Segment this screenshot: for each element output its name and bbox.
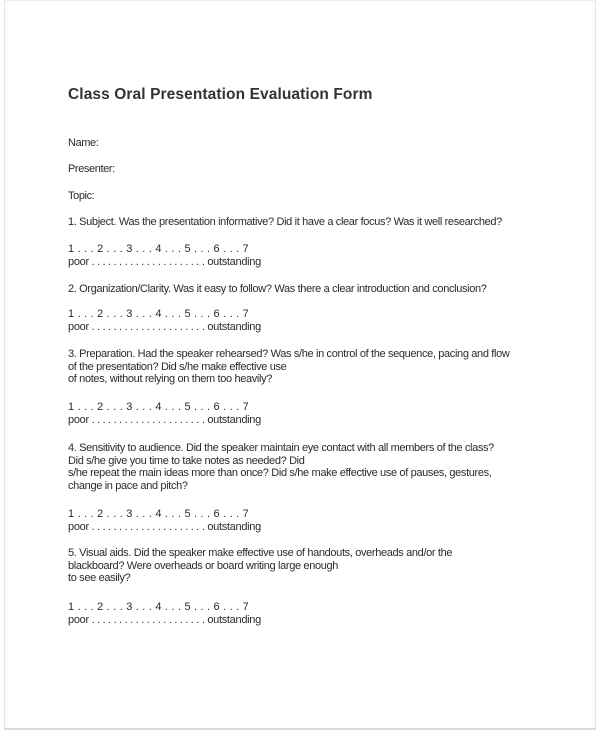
question-4-line-3: s/he repeat the main ideas more than once? Did s/he make effective use of pauses, gestures, <box>68 467 492 479</box>
question-3-line-1: 3. Preparation. Had the speaker rehearsed? Was s/he in control of the sequence, pacing and flow <box>68 348 510 360</box>
name-field-label: Name: <box>68 137 99 149</box>
rating-scale-5 <box>68 601 261 626</box>
rating-scale-anchors: poor . . . . . . . . . . . . . . . . . . . . . outstanding <box>68 520 261 533</box>
question-3 <box>68 348 509 386</box>
question-5 <box>68 547 452 585</box>
question-2 <box>68 283 487 296</box>
rating-scale-anchors: poor . . . . . . . . . . . . . . . . . . . . . outstanding <box>68 413 261 426</box>
question-2-text: 2. Organization/Clarity. Was it easy to follow? Was there a clear introduction and conclusion? <box>68 283 487 295</box>
question-4-line-4: change in pace and pitch? <box>68 479 188 492</box>
question-5-line-2: blackboard? Were overheads or board writing large enough <box>68 559 339 572</box>
rating-scale-4 <box>68 508 261 533</box>
question-4-line-2: Did s/he give you time to take notes as needed? Did <box>68 454 305 467</box>
rating-scale-numbers: 1 . . . 2 . . . 3 . . . 4 . . . 5 . . . 6 . . . 7 <box>68 508 249 520</box>
question-3-line-3: of notes, without relying on them too heavily? <box>68 373 273 385</box>
rating-scale-anchors: poor . . . . . . . . . . . . . . . . . . . . . outstanding <box>68 255 261 268</box>
rating-scale-3 <box>68 401 261 426</box>
rating-scale-numbers: 1 . . . 2 . . . 3 . . . 4 . . . 5 . . . 6 . . . 7 <box>68 308 249 320</box>
question-1 <box>68 216 502 229</box>
rating-scale-anchors: poor . . . . . . . . . . . . . . . . . . . . . outstanding <box>68 320 261 333</box>
question-5-line-3: to see easily? <box>68 572 131 584</box>
topic-field-label: Topic: <box>68 190 95 202</box>
form-title: Class Oral Presentation Evaluation Form <box>68 86 373 103</box>
question-5-line-1: 5. Visual aids. Did the speaker make effective use of handouts, overheads and/or the <box>68 547 453 559</box>
rating-scale-numbers: 1 . . . 2 . . . 3 . . . 4 . . . 5 . . . 6 . . . 7 <box>68 401 249 413</box>
question-1-text: 1. Subject. Was the presentation informative? Did it have a clear focus? Was it well researched? <box>68 216 502 228</box>
rating-scale-anchors: poor . . . . . . . . . . . . . . . . . . . . . outstanding <box>68 613 261 626</box>
question-4 <box>68 442 494 492</box>
question-4-line-1: 4. Sensitivity to audience. Did the speaker maintain eye contact with all members of the class? <box>68 442 494 454</box>
question-3-line-2: of the presentation? Did s/he make effective use <box>68 360 287 373</box>
rating-scale-1 <box>68 243 261 268</box>
presenter-field-label: Presenter: <box>68 163 115 175</box>
rating-scale-numbers: 1 . . . 2 . . . 3 . . . 4 . . . 5 . . . 6 . . . 7 <box>68 601 249 613</box>
rating-scale-numbers: 1 . . . 2 . . . 3 . . . 4 . . . 5 . . . 6 . . . 7 <box>68 243 249 255</box>
rating-scale-2 <box>68 308 261 333</box>
